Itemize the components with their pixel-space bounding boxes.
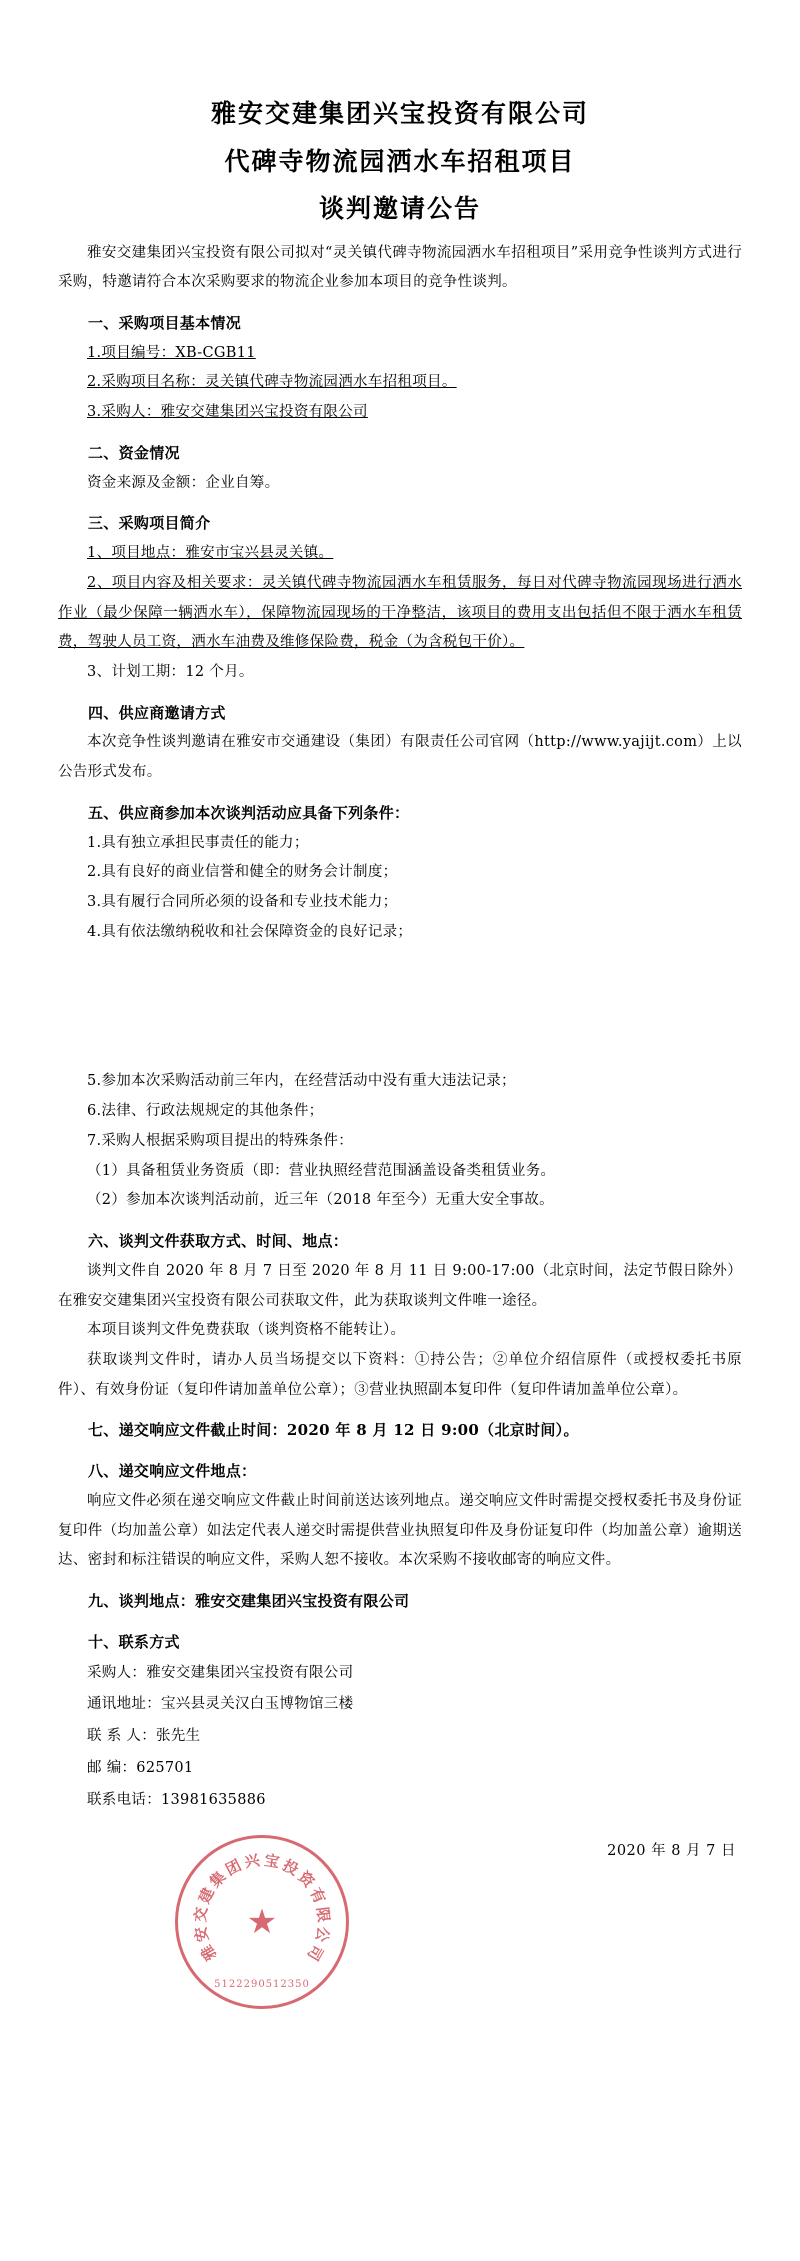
- section-heading-8: 八、递交响应文件地点：: [88, 1462, 257, 1481]
- contact-phone: 联系电话：13981635886: [87, 1792, 266, 1809]
- section-5-item-1: 1.具有独立承担民事责任的能力；: [87, 834, 309, 851]
- section-5-item-7: 7.采购人根据采购项目提出的特殊条件：: [87, 1132, 354, 1149]
- document-date: 2020 年 8 月 7 日: [607, 1843, 736, 1860]
- seal-star-icon: ★: [246, 1902, 278, 1942]
- section-2-item-1: 资金来源及金额：企业自筹。: [87, 474, 280, 491]
- section-heading-5: 五、供应商参加本次谈判活动应具备下列条件：: [88, 803, 410, 822]
- title-line-1: 雅安交建集团兴宝投资有限公司: [210, 99, 589, 128]
- page-break-gap: [58, 947, 742, 1067]
- section-heading-4: 四、供应商邀请方式: [88, 703, 226, 722]
- section-heading-3: 三、采购项目简介: [88, 514, 211, 533]
- section-5-item-3: 3.具有履行合同所必须的设备和专业技术能力；: [87, 894, 398, 911]
- section-heading-7: 七、递交响应文件截止时间：2020 年 8 月 12 日 9:00（北京时间）。: [88, 1421, 579, 1440]
- section-6-item-2: 本项目谈判文件免费获取（谈判资格不能转让）。: [87, 1322, 406, 1339]
- section-heading-10: 十、联系方式: [88, 1632, 180, 1651]
- contact-postcode: 邮 编：625701: [87, 1760, 194, 1777]
- section-5-item-2: 2.具有良好的商业信誉和健全的财务会计制度；: [87, 864, 398, 881]
- section-3-item-3: 3、计划工期：12 个月。: [87, 663, 254, 680]
- seal-ring-text: 雅 安 交 建 集 团 兴 宝 投 资 有 限 公 司: [191, 1851, 333, 1964]
- section-5-item-4: 4.具有依法缴纳税收和社会保障资金的良好记录；: [87, 923, 413, 940]
- section-heading-2: 二、资金情况: [88, 443, 180, 462]
- section-5-item-6: 6.法律、行政法规规定的其他条件；: [87, 1103, 324, 1120]
- intro-paragraph: 雅安交建集团兴宝投资有限公司拟对“灵关镇代碑寺物流园洒水车招租项目”采用竞争性谈判方式进行采购，特邀请符合本次采购要求的物流企业参加本项目的竞争性谈判。: [58, 244, 742, 291]
- seal-bottom-text: 5122290512350: [214, 1979, 310, 1990]
- section-6-item-1: 谈判文件自 2020 年 8 月 7 日至 2020 年 8 月 11 日 9:00-17:00（北京时间，法定节假日除外）在雅安交建集团兴宝投资有限公司获取文件，此为获取谈判文件唯一途径。: [58, 1262, 742, 1309]
- section-1-item-1: 1.项目编号：XB-CGB11: [87, 344, 256, 361]
- contact-person: 联 系 人：张先生: [87, 1728, 201, 1745]
- title-line-2: 代碑寺物流园洒水车招租项目: [224, 146, 576, 176]
- section-5-item-7-sub-1: （1）具备租赁业务资质（即：营业执照经营范围涵盖设备类租赁业务。: [87, 1162, 556, 1179]
- section-1-item-3: 3.采购人：雅安交建集团兴宝投资有限公司: [87, 404, 368, 421]
- section-5-item-7-sub-2: （2）参加本次谈判活动前，近三年（2018 年至今）无重大安全事故。: [87, 1192, 554, 1209]
- section-3-item-2: 2、项目内容及相关要求：灵关镇代碑寺物流园洒水车租赁服务，每日对代碑寺物流园现场进行洒水作业（最少保障一辆洒水车），保障物流园现场的干净整洁，该项目的费用支出包括但不限于洒水车租赁费，驾驶人员工资，洒水车油费及维修保险费，税金（为含税包干价）。: [58, 574, 742, 651]
- section-4-item-1: 本次竞争性谈判邀请在雅安市交通建设（集团）有限责任公司官网（http://www.yajijt.com）上以公告形式发布。: [58, 734, 742, 781]
- section-5-item-5: 5.参加本次采购活动前三年内，在经营活动中没有重大违法记录；: [87, 1073, 516, 1090]
- section-8-item-1: 响应文件必须在递交响应文件截止时间前送达该列地点。递交响应文件时需提交授权委托书及身份证复印件（均加盖公章）如法定代表人递交时需提供营业执照复印件及身份证复印件（均加盖公章）逾期送达、密封和标注错误的响应文件，采购人恕不接收。本次采购不接收邮寄的响应文件。: [58, 1492, 742, 1569]
- section-6-item-3: 获取谈判文件时，请办人员当场提交以下资料：①持公告；②单位介绍信原件（或授权委托书原件）、有效身份证（复印件请加盖单位公章）；③营业执照副本复印件（复印件请加盖单位公章）。: [58, 1351, 742, 1398]
- section-1-item-2: 2.采购项目名称：灵关镇代碑寺物流园洒水车招租项目。: [87, 374, 457, 391]
- section-heading-6: 六、谈判文件获取方式、时间、地点：: [88, 1232, 349, 1251]
- official-seal-stamp: [175, 1835, 349, 2009]
- contact-address: 通讯地址：宝兴县灵关汉白玉博物馆三楼: [87, 1696, 354, 1713]
- section-3-item-1: 1、项目地点：雅安市宝兴县灵关镇。: [87, 545, 334, 562]
- title-line-3: 谈判邀请公告: [318, 194, 481, 223]
- contact-purchaser: 采购人：雅安交建集团兴宝投资有限公司: [87, 1664, 354, 1681]
- section-heading-1: 一、采购项目基本情况: [88, 313, 242, 332]
- section-heading-9: 九、谈判地点：雅安交建集团兴宝投资有限公司: [88, 1592, 410, 1611]
- document-title: [58, 90, 742, 233]
